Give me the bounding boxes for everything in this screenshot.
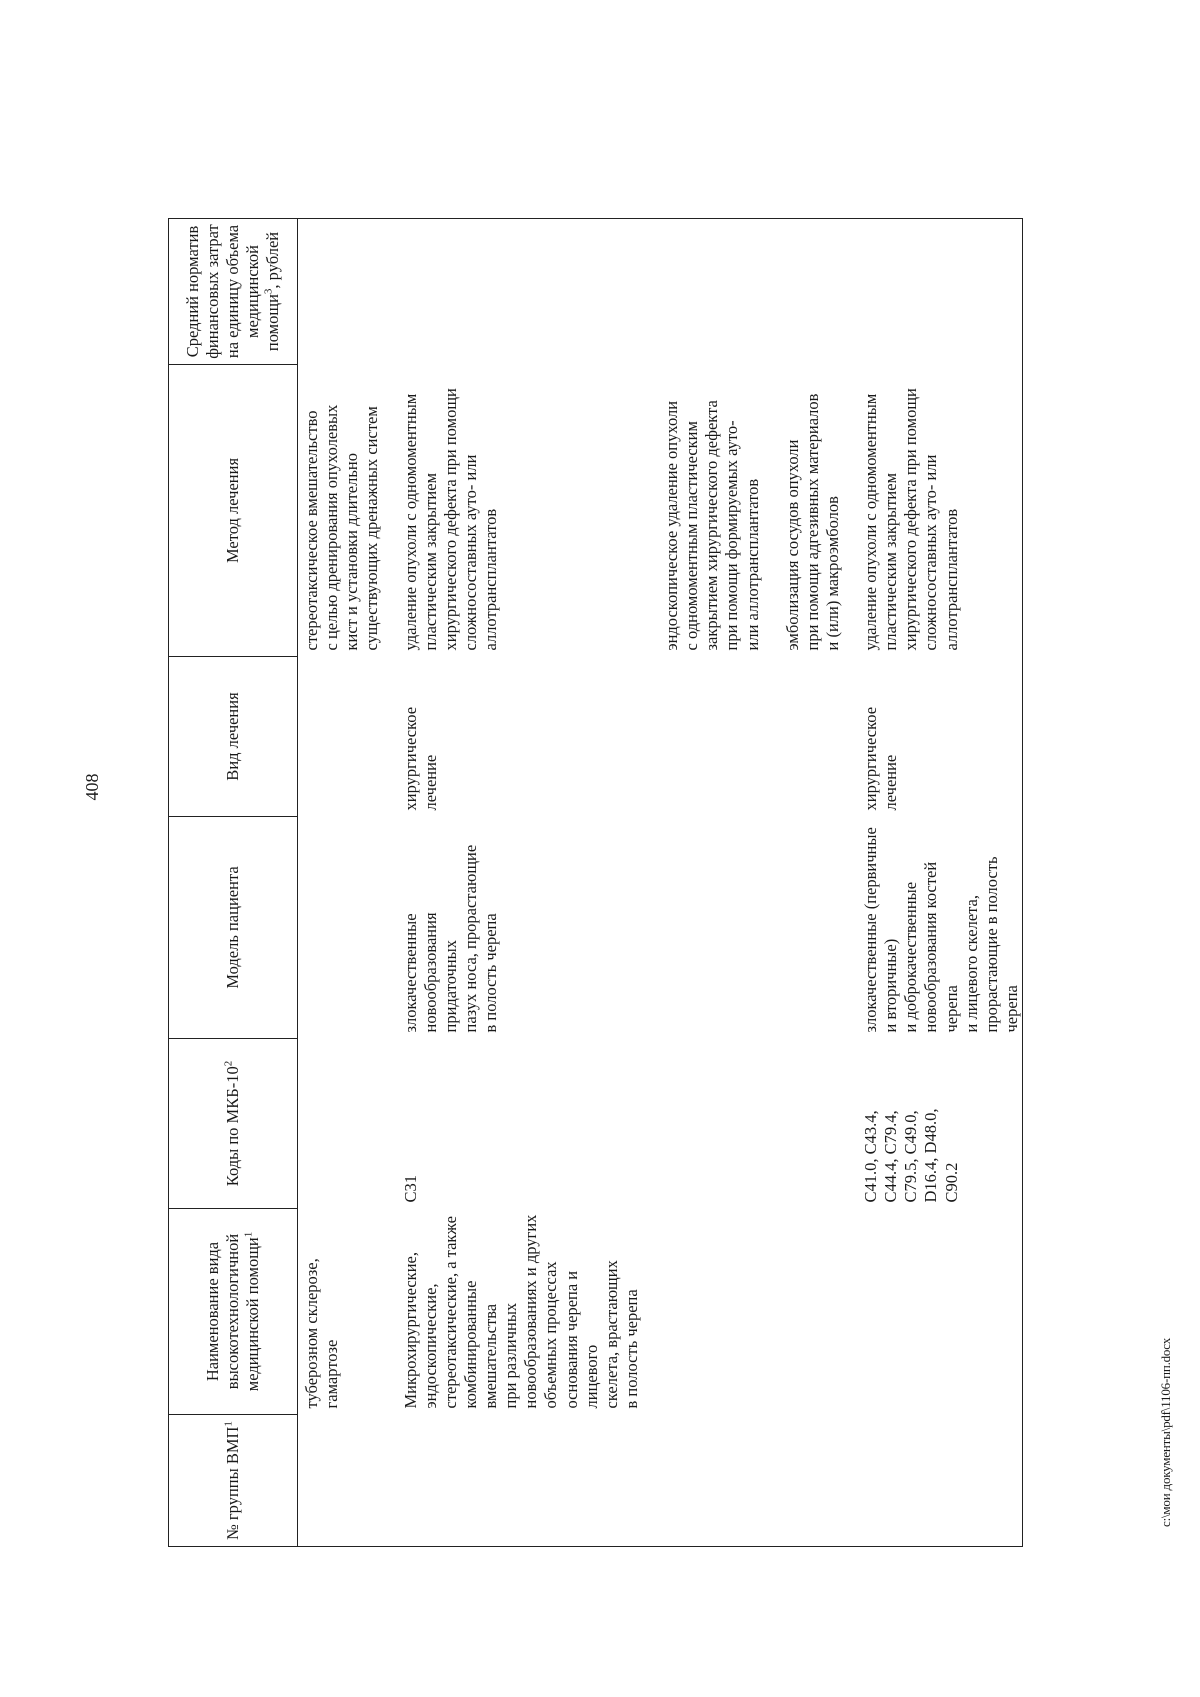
cell-icd-codes xyxy=(763,1039,843,1209)
header-treatment-kind: Вид лечения xyxy=(169,657,298,817)
cell-treatment-kind xyxy=(642,657,763,817)
vmp-table xyxy=(168,218,1023,1547)
cell-type-name xyxy=(763,1209,843,1415)
cell-patient-model: злокачественные новообразования придаточных пазух носа, прорастающие в полость черепа xyxy=(400,844,500,1033)
cell-type-name xyxy=(642,1209,763,1415)
cell-type-name: туберозном склерозе, гамартозе xyxy=(302,1258,342,1409)
page-number: 408 xyxy=(82,773,102,801)
table-row xyxy=(642,219,763,1547)
cell-icd-codes: C31 xyxy=(400,1174,420,1203)
header-avg-cost: Средний норматив финансовых затрат на единицу объема медицинской помощи$^3$, рублей xyxy=(169,219,298,365)
cell-treatment-kind xyxy=(298,657,383,817)
header-group-no: № группы ВМП$^1$ xyxy=(169,1415,298,1547)
cell-patient-model: злокачественные (первичные и вторичные) и доброкачественные новообразования костей черепа и лицевого скелета, прорастающие в полость черепа xyxy=(843,817,1023,1039)
table-row xyxy=(843,219,1023,1547)
cell-treatment-kind xyxy=(763,657,843,817)
cell-treatment-method: эмболизация сосудов опухоли при помощи адгезивных материалов и (или) макроэмболов xyxy=(782,393,842,651)
header-patient-model: Модель пациента xyxy=(169,817,298,1039)
cell-patient-model xyxy=(763,817,843,1039)
header-icd-codes: Коды по МКБ-$10^2$ xyxy=(169,1039,298,1209)
cell-type-name xyxy=(843,1209,1023,1415)
cell-patient-model xyxy=(298,817,383,1039)
table-row xyxy=(763,219,843,1547)
cell-treatment-method: эндоскопическое удаление опухоли с одномоментным пластическим закрытием хирургического дефекта при помощи формируемых ауто- или аллотрансплантатов xyxy=(662,400,762,651)
header-type-name: Наименование вида высокотехнологичной медицинской помощи$^1$ xyxy=(169,1209,298,1415)
cell-type-name: Микрохирургические, эндоскопические, стереотаксические, а также комбинированные вмешательства при различных новообразованиях и других объемных процессах основания черепа и лицевого скелета, врастающих в полость черепа xyxy=(400,1214,641,1409)
cell-treatment-kind: хирургическое лечение xyxy=(843,657,1023,817)
table-row xyxy=(298,219,383,1547)
cell-patient-model xyxy=(642,817,763,1039)
cell-treatment-method: стереотаксическое вмешательство с целью дренирования опухолевых кист и установки длительно существующих дренажных систем xyxy=(302,404,382,651)
cell-icd-codes xyxy=(642,1039,763,1209)
cell-treatment-method: удаление опухоли с одномоментным пластическим закрытием хирургического дефекта при помощи сложносоставных ауто- или аллотрансплантатов xyxy=(400,388,500,651)
cell-icd-codes xyxy=(298,1039,383,1209)
cell-treatment-kind: хирургическое лечение xyxy=(400,706,440,811)
table-header-row xyxy=(169,219,298,1547)
cell-icd-codes: C41.0, C43.4, C44.4, C79.4, C79.5, C49.0, D16.4, D48.0, C90.2 xyxy=(843,1039,1023,1209)
file-path-footer: c:\мои документы\pdf\1106-пп.docx xyxy=(1158,1337,1173,1527)
header-treatment-method: Метод лечения xyxy=(169,365,298,657)
cell-treatment-method: удаление опухоли с одномоментным пластическим закрытием хирургического дефекта при помощи сложносоставных ауто- или аллотрансплантатов xyxy=(843,365,1023,657)
table-row xyxy=(383,219,643,1547)
